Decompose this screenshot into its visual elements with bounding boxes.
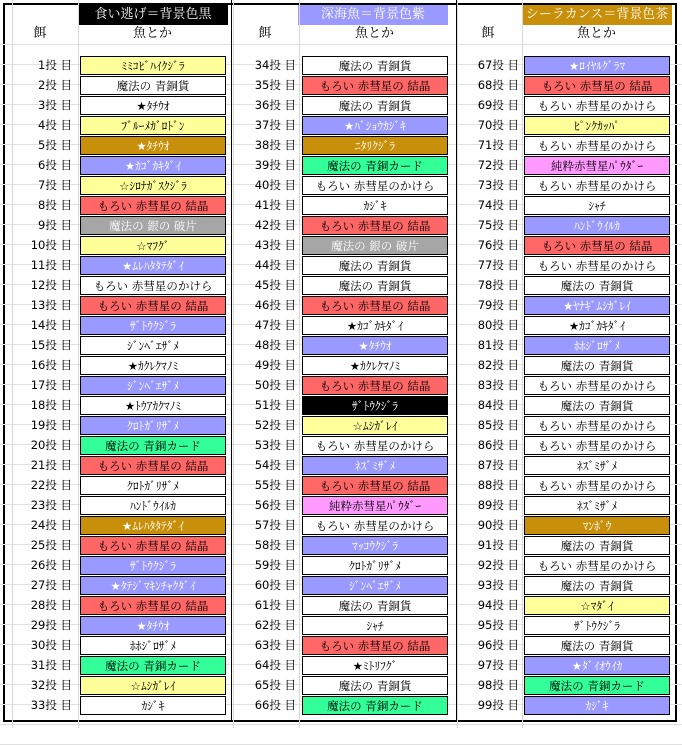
col-label-fish-2: 魚とか xyxy=(354,26,394,41)
catch-cell[interactable]: 魔法の 青銅カード xyxy=(302,156,448,175)
catch-cell[interactable]: ｼｬﾁ xyxy=(302,616,448,635)
cast-number: 1投 目 xyxy=(38,58,72,72)
catch-cell[interactable]: ﾋﾟﾝｸｶｯﾊﾟ xyxy=(524,116,670,135)
cast-number: 60投 目 xyxy=(254,578,296,592)
catch-cell[interactable]: もろい 赤彗星のかけら xyxy=(524,476,670,495)
cast-number: 19投 目 xyxy=(30,418,72,432)
catch-cell[interactable]: もろい 赤彗星のかけら xyxy=(80,276,226,295)
catch-cell[interactable]: 魔法の 青銅貨 xyxy=(302,96,448,115)
column-separator xyxy=(231,0,232,722)
catch-cell[interactable]: もろい 赤彗星のかけら xyxy=(524,256,670,275)
cast-number: 63投 目 xyxy=(254,638,296,652)
cast-number: 28投 目 xyxy=(30,598,72,612)
catch-cell[interactable]: もろい 赤彗星のかけら xyxy=(524,96,670,115)
catch-cell[interactable]: ★ﾀﾁｳｵ xyxy=(80,96,226,115)
catch-cell[interactable]: ﾈｽﾞﾐｻﾞﾒ xyxy=(524,496,670,515)
catch-cell[interactable]: ★ﾑﾚﾊﾀﾀﾃﾀﾞｲ xyxy=(80,516,226,535)
cast-number: 64投 目 xyxy=(254,658,296,672)
cast-number: 72投 目 xyxy=(477,158,519,172)
gridline-vertical xyxy=(78,0,79,728)
catch-cell[interactable]: 魔法の 青銅カード xyxy=(302,696,448,715)
cast-number: 94投 目 xyxy=(477,598,519,612)
cast-number: 26投 目 xyxy=(30,558,72,572)
col-label-bait-3: 餌 xyxy=(481,26,495,41)
cast-number: 3投 目 xyxy=(38,98,72,112)
catch-cell[interactable]: ★ﾛｲﾔﾙｸﾞﾗﾏ xyxy=(524,56,670,75)
col-label-bait-1: 餌 xyxy=(33,26,47,41)
catch-cell[interactable]: もろい 赤彗星のかけら xyxy=(302,516,448,535)
catch-cell[interactable]: ﾏｯｺｳｸｼﾞﾗ xyxy=(302,536,448,555)
col-label-bait-2: 餌 xyxy=(258,26,272,41)
catch-cell[interactable]: もろい 赤彗星の 結晶 xyxy=(302,476,448,495)
catch-cell[interactable]: 魔法の 青銅貨 xyxy=(524,396,670,415)
cast-number: 69投 目 xyxy=(477,98,519,112)
catch-cell[interactable]: 魔法の 青銅貨 xyxy=(524,356,670,375)
cast-number: 23投 目 xyxy=(30,498,72,512)
catch-cell[interactable]: もろい 赤彗星の 結晶 xyxy=(524,76,670,95)
cast-number: 33投 目 xyxy=(30,698,72,712)
cast-number: 95投 目 xyxy=(477,618,519,632)
cast-number: 98投 目 xyxy=(477,678,519,692)
catch-cell[interactable]: 魔法の 青銅貨 xyxy=(302,676,448,695)
catch-cell[interactable]: もろい 赤彗星のかけら xyxy=(524,176,670,195)
catch-cell[interactable]: もろい 赤彗星のかけら xyxy=(302,436,448,455)
cast-number: 11投 目 xyxy=(30,258,72,272)
cast-number: 51投 目 xyxy=(254,398,296,412)
catch-cell[interactable]: ★ﾀﾃｼﾞﾏｷﾝﾁｬｸﾀﾞｲ xyxy=(80,576,226,595)
catch-cell[interactable]: ★ﾀﾞｲｵｳｲｶ xyxy=(524,656,670,675)
cast-number: 61投 目 xyxy=(254,598,296,612)
catch-cell[interactable]: ☆ﾑｼｶﾞﾚｲ xyxy=(302,416,448,435)
catch-cell[interactable]: ★ﾄｳｱｶｸﾏﾉﾐ xyxy=(80,396,226,415)
catch-cell[interactable]: 魔法の 銀の 破片 xyxy=(302,236,448,255)
cast-number: 82投 目 xyxy=(477,358,519,372)
catch-cell[interactable]: 魔法の 青銅貨 xyxy=(524,276,670,295)
cast-number: 46投 目 xyxy=(254,298,296,312)
cast-number: 96投 目 xyxy=(477,638,519,652)
catch-cell[interactable]: ★ﾊﾞｼｮｳｶｼﾞｷ xyxy=(302,116,448,135)
catch-cell[interactable]: ｻﾞﾄｳｸｼﾞﾗ xyxy=(524,616,670,635)
cast-number: 31投 目 xyxy=(30,658,72,672)
catch-cell[interactable]: ☆ﾏﾌｸﾞ xyxy=(80,236,226,255)
cast-number: 22投 目 xyxy=(30,478,72,492)
catch-cell[interactable]: 魔法の 青銅カード xyxy=(80,656,226,675)
cast-number: 91投 目 xyxy=(477,538,519,552)
catch-cell[interactable]: ｸﾛﾄｶﾞﾘｻﾞﾒ xyxy=(80,416,226,435)
cast-number: 38投 目 xyxy=(254,138,296,152)
cast-number: 88投 目 xyxy=(477,478,519,492)
cast-number: 36投 目 xyxy=(254,98,296,112)
cast-number: 25投 目 xyxy=(30,538,72,552)
cast-number: 89投 目 xyxy=(477,498,519,512)
catch-cell[interactable]: ﾐﾐｺﾋﾞﾊｲｸｼﾞﾗ xyxy=(80,56,226,75)
cast-number: 86投 目 xyxy=(477,438,519,452)
cast-number: 12投 目 xyxy=(30,278,72,292)
cast-number: 53投 目 xyxy=(254,438,296,452)
catch-cell[interactable]: ﾌﾞﾙｰﾒｶﾞﾛﾄﾞﾝ xyxy=(80,116,226,135)
catch-cell[interactable]: ﾏﾝﾎﾞｳ xyxy=(524,516,670,535)
catch-cell[interactable]: ｸﾛﾄｶﾞﾘｻﾞﾒ xyxy=(302,556,448,575)
cast-number: 80投 目 xyxy=(477,318,519,332)
catch-cell[interactable]: ﾊﾝﾄﾞｳｲﾙｶ xyxy=(80,496,226,515)
catch-cell[interactable]: ★ﾀﾁｳｵ xyxy=(80,136,226,155)
catch-cell[interactable]: もろい 赤彗星のかけら xyxy=(302,176,448,195)
cast-number: 93投 目 xyxy=(477,578,519,592)
catch-cell[interactable]: 純粋赤彗星ﾊﾟｳﾀﾞｰ xyxy=(302,496,448,515)
cast-number: 42投 目 xyxy=(254,218,296,232)
cast-number: 76投 目 xyxy=(477,238,519,252)
cast-number: 32投 目 xyxy=(30,678,72,692)
catch-cell[interactable]: ★ｶｸﾚｸﾏﾉﾐ xyxy=(302,356,448,375)
catch-cell[interactable]: ★ｶｺﾞｶｷﾀﾞｲ xyxy=(80,156,226,175)
catch-cell[interactable]: 魔法の 青銅貨 xyxy=(302,256,448,275)
catch-cell[interactable]: ｻﾞﾄｳｸｼﾞﾗ xyxy=(80,556,226,575)
catch-cell[interactable]: 魔法の 青銅貨 xyxy=(524,576,670,595)
catch-cell[interactable]: ｶｼﾞｷ xyxy=(524,696,670,715)
cast-number: 66投 目 xyxy=(254,698,296,712)
cast-number: 37投 目 xyxy=(254,118,296,132)
catch-cell[interactable]: 魔法の 青銅貨 xyxy=(80,76,226,95)
cast-number: 62投 目 xyxy=(254,618,296,632)
cast-number: 50投 目 xyxy=(254,378,296,392)
cast-number: 21投 目 xyxy=(30,458,72,472)
catch-cell[interactable]: もろい 赤彗星の 結晶 xyxy=(80,596,226,615)
catch-cell[interactable]: もろい 赤彗星の 結晶 xyxy=(80,196,226,215)
catch-cell[interactable]: ★ﾐﾄﾘﾌｸﾞ xyxy=(302,656,448,675)
col-label-fish-1: 魚とか xyxy=(132,26,172,41)
catch-cell[interactable]: ★ｶｺﾞｶｷﾀﾞｲ xyxy=(302,316,448,335)
cast-number: 58投 目 xyxy=(254,538,296,552)
catch-cell[interactable]: ｼﾞﾝﾍﾞｴｻﾞﾒ xyxy=(302,576,448,595)
cast-number: 29投 目 xyxy=(30,618,72,632)
cast-number: 2投 目 xyxy=(38,78,72,92)
catch-cell[interactable]: もろい 赤彗星の 結晶 xyxy=(80,296,226,315)
cast-number: 35投 目 xyxy=(254,78,296,92)
col-label-fish-3: 魚とか xyxy=(576,26,616,41)
catch-cell[interactable]: ｻﾞﾄｳｸｼﾞﾗ xyxy=(80,316,226,335)
cast-number: 41投 目 xyxy=(254,198,296,212)
cast-number: 43投 目 xyxy=(254,238,296,252)
column-separator xyxy=(456,0,457,722)
cast-number: 77投 目 xyxy=(477,258,519,272)
catch-cell[interactable]: もろい 赤彗星のかけら xyxy=(524,136,670,155)
catch-cell[interactable]: 魔法の 青銅カード xyxy=(524,676,670,695)
header-purple-legend: 深海魚＝背景色紫 xyxy=(298,5,448,25)
catch-cell[interactable]: もろい 赤彗星のかけら xyxy=(524,416,670,435)
catch-cell[interactable]: もろい 赤彗星の 結晶 xyxy=(302,296,448,315)
gridline-vertical xyxy=(457,0,458,728)
catch-cell[interactable]: 純粋赤彗星ﾊﾟｳﾀﾞｰ xyxy=(524,156,670,175)
cast-number: 10投 目 xyxy=(30,238,72,252)
catch-cell[interactable]: もろい 赤彗星のかけら xyxy=(524,556,670,575)
catch-cell[interactable]: 魔法の 青銅貨 xyxy=(302,56,448,75)
cast-number: 40投 目 xyxy=(254,178,296,192)
catch-cell[interactable]: ☆ﾑｼｶﾞﾚｲ xyxy=(80,676,226,695)
cast-number: 85投 目 xyxy=(477,418,519,432)
catch-cell[interactable]: 魔法の 銀の 破片 xyxy=(80,216,226,235)
catch-cell[interactable]: ﾈｽﾞﾐｻﾞﾒ xyxy=(302,456,448,475)
catch-cell[interactable]: ｸﾛﾄｶﾞﾘｻﾞﾒ xyxy=(80,476,226,495)
cast-number: 54投 目 xyxy=(254,458,296,472)
catch-cell[interactable]: ｶｼﾞｷ xyxy=(302,196,448,215)
catch-cell[interactable]: もろい 赤彗星の 結晶 xyxy=(80,536,226,555)
cast-number: 18投 目 xyxy=(30,398,72,412)
gridline-horizontal xyxy=(0,44,682,45)
catch-cell[interactable]: ﾎﾎｼﾞﾛｻﾞﾒ xyxy=(524,336,670,355)
catch-cell[interactable]: ｼﾞﾝﾍﾞｴｻﾞﾒ xyxy=(80,336,226,355)
catch-cell[interactable]: ﾈｽﾞﾐｻﾞﾒ xyxy=(524,456,670,475)
catch-cell[interactable]: ★ｶｸﾚｸﾏﾉﾐ xyxy=(80,356,226,375)
cast-number: 71投 目 xyxy=(477,138,519,152)
catch-cell[interactable]: ﾎﾎｼﾞﾛｻﾞﾒ xyxy=(80,636,226,655)
cast-number: 81投 目 xyxy=(477,338,519,352)
cast-number: 78投 目 xyxy=(477,278,519,292)
cast-number: 14投 目 xyxy=(30,318,72,332)
cast-number: 59投 目 xyxy=(254,558,296,572)
gridline-horizontal xyxy=(0,724,682,725)
cast-number: 45投 目 xyxy=(254,278,296,292)
cast-number: 87投 目 xyxy=(477,458,519,472)
cast-number: 55投 目 xyxy=(254,478,296,492)
catch-cell[interactable]: もろい 赤彗星の 結晶 xyxy=(302,636,448,655)
cast-number: 24投 目 xyxy=(30,518,72,532)
cast-number: 16投 目 xyxy=(30,358,72,372)
catch-cell[interactable]: 魔法の 青銅貨 xyxy=(524,536,670,555)
catch-cell[interactable]: ★ﾀﾁｳｵ xyxy=(302,336,448,355)
cast-number: 97投 目 xyxy=(477,658,519,672)
cast-number: 44投 目 xyxy=(254,258,296,272)
catch-cell[interactable]: ﾆﾀﾘｸｼﾞﾗ xyxy=(302,136,448,155)
cast-number: 20投 目 xyxy=(30,438,72,452)
cast-number: 6投 目 xyxy=(38,158,72,172)
catch-cell[interactable]: ★ﾔﾅｷﾞﾑｼｶﾞﾚｲ xyxy=(524,296,670,315)
catch-cell[interactable]: ☆ｼﾛﾅｶﾞｽｸｼﾞﾗ xyxy=(80,176,226,195)
cast-number: 8投 目 xyxy=(38,198,72,212)
cast-number: 39投 目 xyxy=(254,158,296,172)
cast-number: 68投 目 xyxy=(477,78,519,92)
catch-cell[interactable]: もろい 赤彗星の 結晶 xyxy=(80,456,226,475)
catch-cell[interactable]: もろい 赤彗星の 結晶 xyxy=(302,216,448,235)
cast-number: 83投 目 xyxy=(477,378,519,392)
catch-cell[interactable]: もろい 赤彗星の 結晶 xyxy=(302,76,448,95)
catch-cell[interactable]: 魔法の 青銅カード xyxy=(80,436,226,455)
header-brown-legend: シーラカンス＝背景色茶 xyxy=(522,5,672,25)
cast-number: 73投 目 xyxy=(477,178,519,192)
cast-number: 57投 目 xyxy=(254,518,296,532)
header-black-legend: 食い逃げ＝背景色黒 xyxy=(78,5,228,25)
cast-number: 27投 目 xyxy=(30,578,72,592)
cast-number: 56投 目 xyxy=(254,498,296,512)
catch-cell[interactable]: 魔法の 青銅貨 xyxy=(302,596,448,615)
cast-number: 99投 目 xyxy=(477,698,519,712)
catch-cell[interactable]: ｻﾞﾄｳｸｼﾞﾗ xyxy=(302,396,448,415)
cast-number: 5投 目 xyxy=(38,138,72,152)
cast-number: 30投 目 xyxy=(30,638,72,652)
catch-cell[interactable]: ☆ﾏﾀﾞｲ xyxy=(524,596,670,615)
gridline-vertical xyxy=(233,0,234,728)
cast-number: 47投 目 xyxy=(254,318,296,332)
cast-number: 67投 目 xyxy=(477,58,519,72)
cast-number: 92投 目 xyxy=(477,558,519,572)
catch-cell[interactable]: ★ｶｺﾞｶｷﾀﾞｲ xyxy=(524,316,670,335)
cast-number: 15投 目 xyxy=(30,338,72,352)
catch-cell[interactable]: ﾊﾝﾄﾞｳｲﾙｶ xyxy=(524,216,670,235)
cast-number: 13投 目 xyxy=(30,298,72,312)
cast-number: 34投 目 xyxy=(254,58,296,72)
cast-number: 7投 目 xyxy=(38,178,72,192)
catch-cell[interactable]: ｶｼﾞｷ xyxy=(80,696,226,715)
cast-number: 79投 目 xyxy=(477,298,519,312)
catch-cell[interactable]: 魔法の 青銅貨 xyxy=(524,636,670,655)
cast-number: 52投 目 xyxy=(254,418,296,432)
cast-number: 48投 目 xyxy=(254,338,296,352)
cast-number: 65投 目 xyxy=(254,678,296,692)
catch-cell[interactable]: ★ﾑﾚﾊﾀﾀﾃﾀﾞｲ xyxy=(80,256,226,275)
catch-cell[interactable]: もろい 赤彗星のかけら xyxy=(524,436,670,455)
cast-number: 4投 目 xyxy=(38,118,72,132)
cast-number: 74投 目 xyxy=(477,198,519,212)
catch-cell[interactable]: もろい 赤彗星の 結晶 xyxy=(302,376,448,395)
catch-cell[interactable]: 魔法の 青銅貨 xyxy=(302,276,448,295)
catch-cell[interactable]: ★ﾀﾁｳｵ xyxy=(80,616,226,635)
cast-number: 49投 目 xyxy=(254,358,296,372)
cast-number: 17投 目 xyxy=(30,378,72,392)
cast-number: 84投 目 xyxy=(477,398,519,412)
catch-cell[interactable]: もろい 赤彗星の 結晶 xyxy=(524,236,670,255)
catch-cell[interactable]: ｼｬﾁ xyxy=(524,196,670,215)
cast-number: 9投 目 xyxy=(38,218,72,232)
catch-cell[interactable]: もろい 赤彗星のかけら xyxy=(524,376,670,395)
cast-number: 90投 目 xyxy=(477,518,519,532)
cast-number: 75投 目 xyxy=(477,218,519,232)
cast-number: 70投 目 xyxy=(477,118,519,132)
catch-cell[interactable]: ｼﾞﾝﾍﾞｴｻﾞﾒ xyxy=(80,376,226,395)
